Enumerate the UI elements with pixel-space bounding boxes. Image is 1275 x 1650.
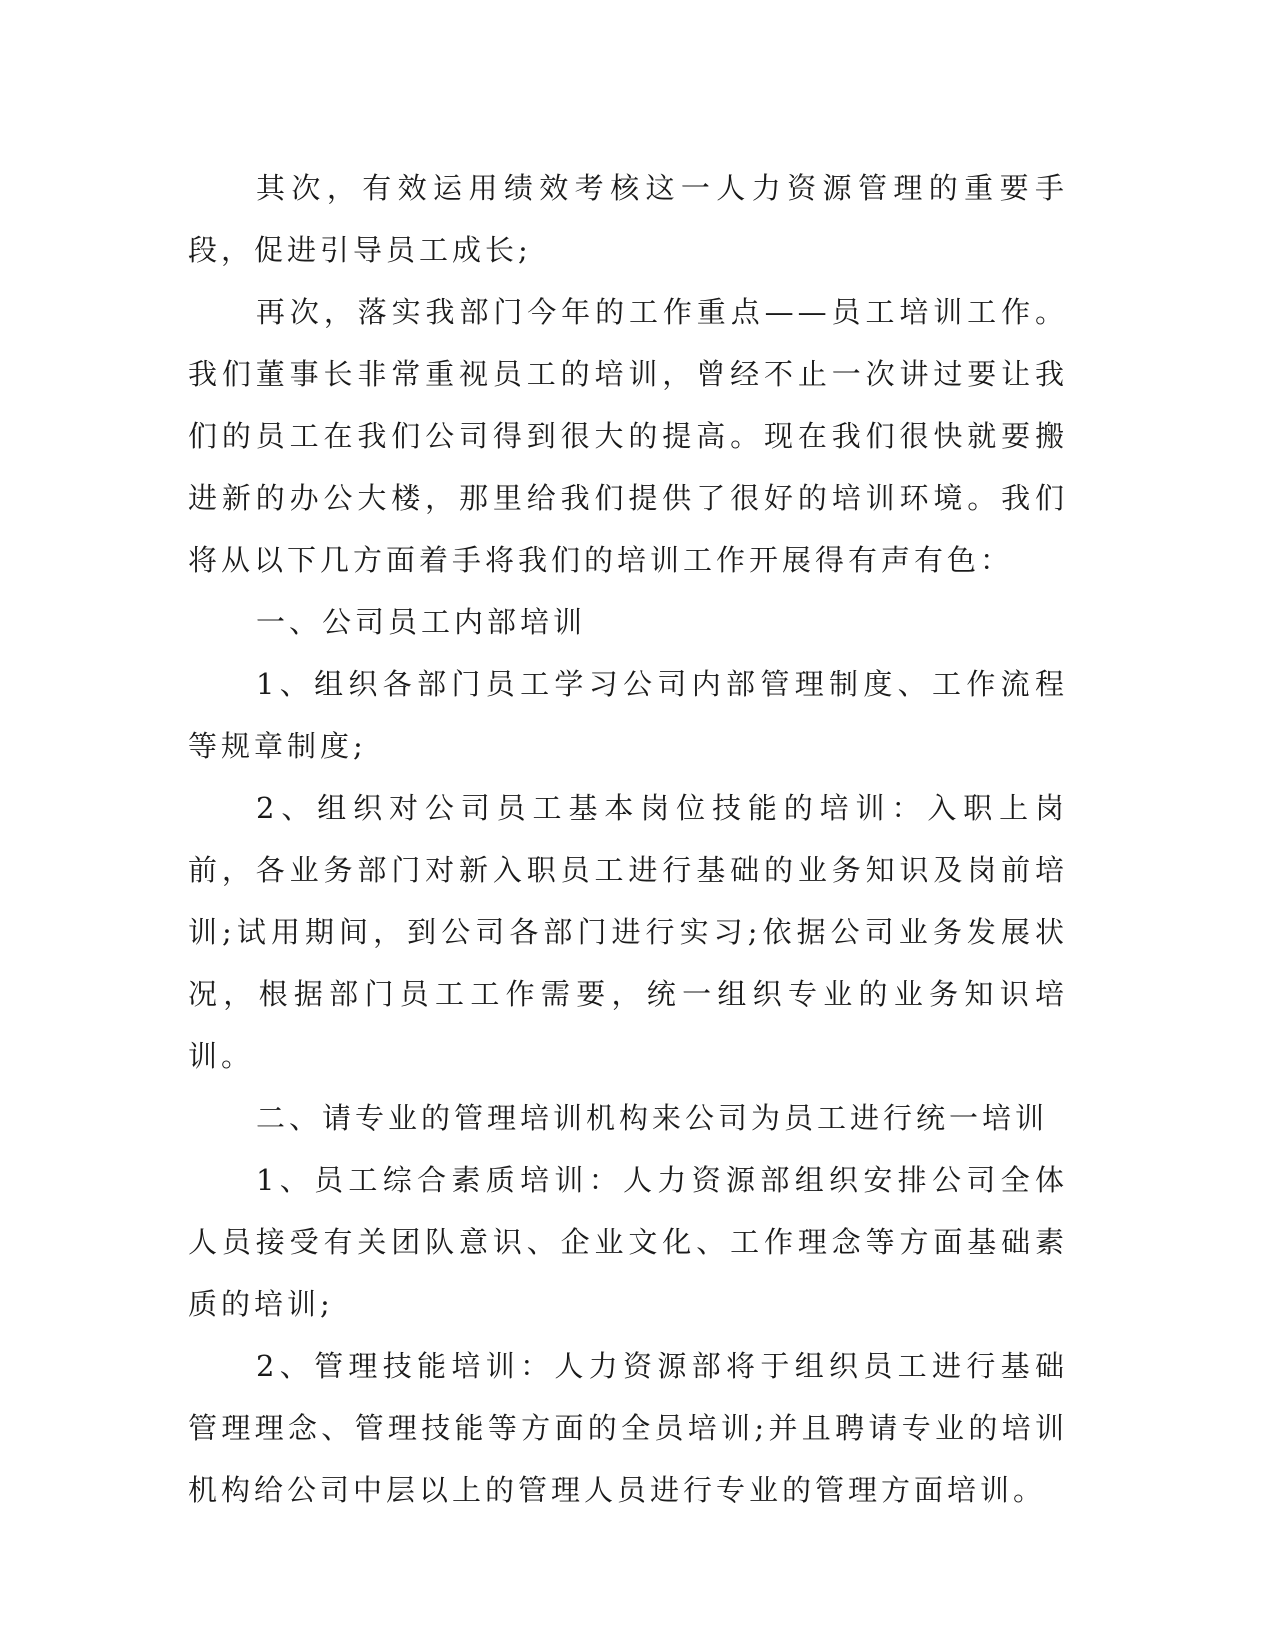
paragraph-performance-review: 其次，有效运用绩效考核这一人力资源管理的重要手段，促进引导员工成长; <box>188 171 1068 267</box>
paragraph-training-focus: 再次，落实我部门今年的工作重点——员工培训工作。我们董事长非常重视员工的培训，曾经不止一次讲过要让我们的员工在我们公司得到很大的提高。现在我们很快就要搬进新的办公大楼，那里给我们提供了很好的培训环境。我们将从以下几方面着手将我们的培训工作开展得有声有色： <box>188 295 1068 577</box>
list-item-quality-training: 1、员工综合素质培训：人力资源部组织安排公司全体人员接受有关团队意识、企业文化、工作理念等方面基础素质的培训; <box>188 1163 1068 1321</box>
section-heading-internal-training: 一、公司员工内部培训 <box>256 605 587 639</box>
document-body <box>188 157 1068 1521</box>
list-item-skills-training: 2、组织对公司员工基本岗位技能的培训：入职上岗前，各业务部门对新入职员工进行基础的业务知识及岗前培训;试用期间，到公司各部门进行实习;依据公司业务发展状况，根据部门员工工作需要，统一组织专业的业务知识培训。 <box>188 791 1068 1073</box>
list-item-rules-study: 1、组织各部门员工学习公司内部管理制度、工作流程等规章制度; <box>188 667 1068 763</box>
section-heading-external-training: 二、请专业的管理培训机构来公司为员工进行统一培训 <box>256 1101 1049 1135</box>
list-item-management-training: 2、管理技能培训：人力资源部将于组织员工进行基础管理理念、管理技能等方面的全员培训;并且聘请专业的培训机构给公司中层以上的管理人员进行专业的管理方面培训。 <box>188 1349 1068 1507</box>
